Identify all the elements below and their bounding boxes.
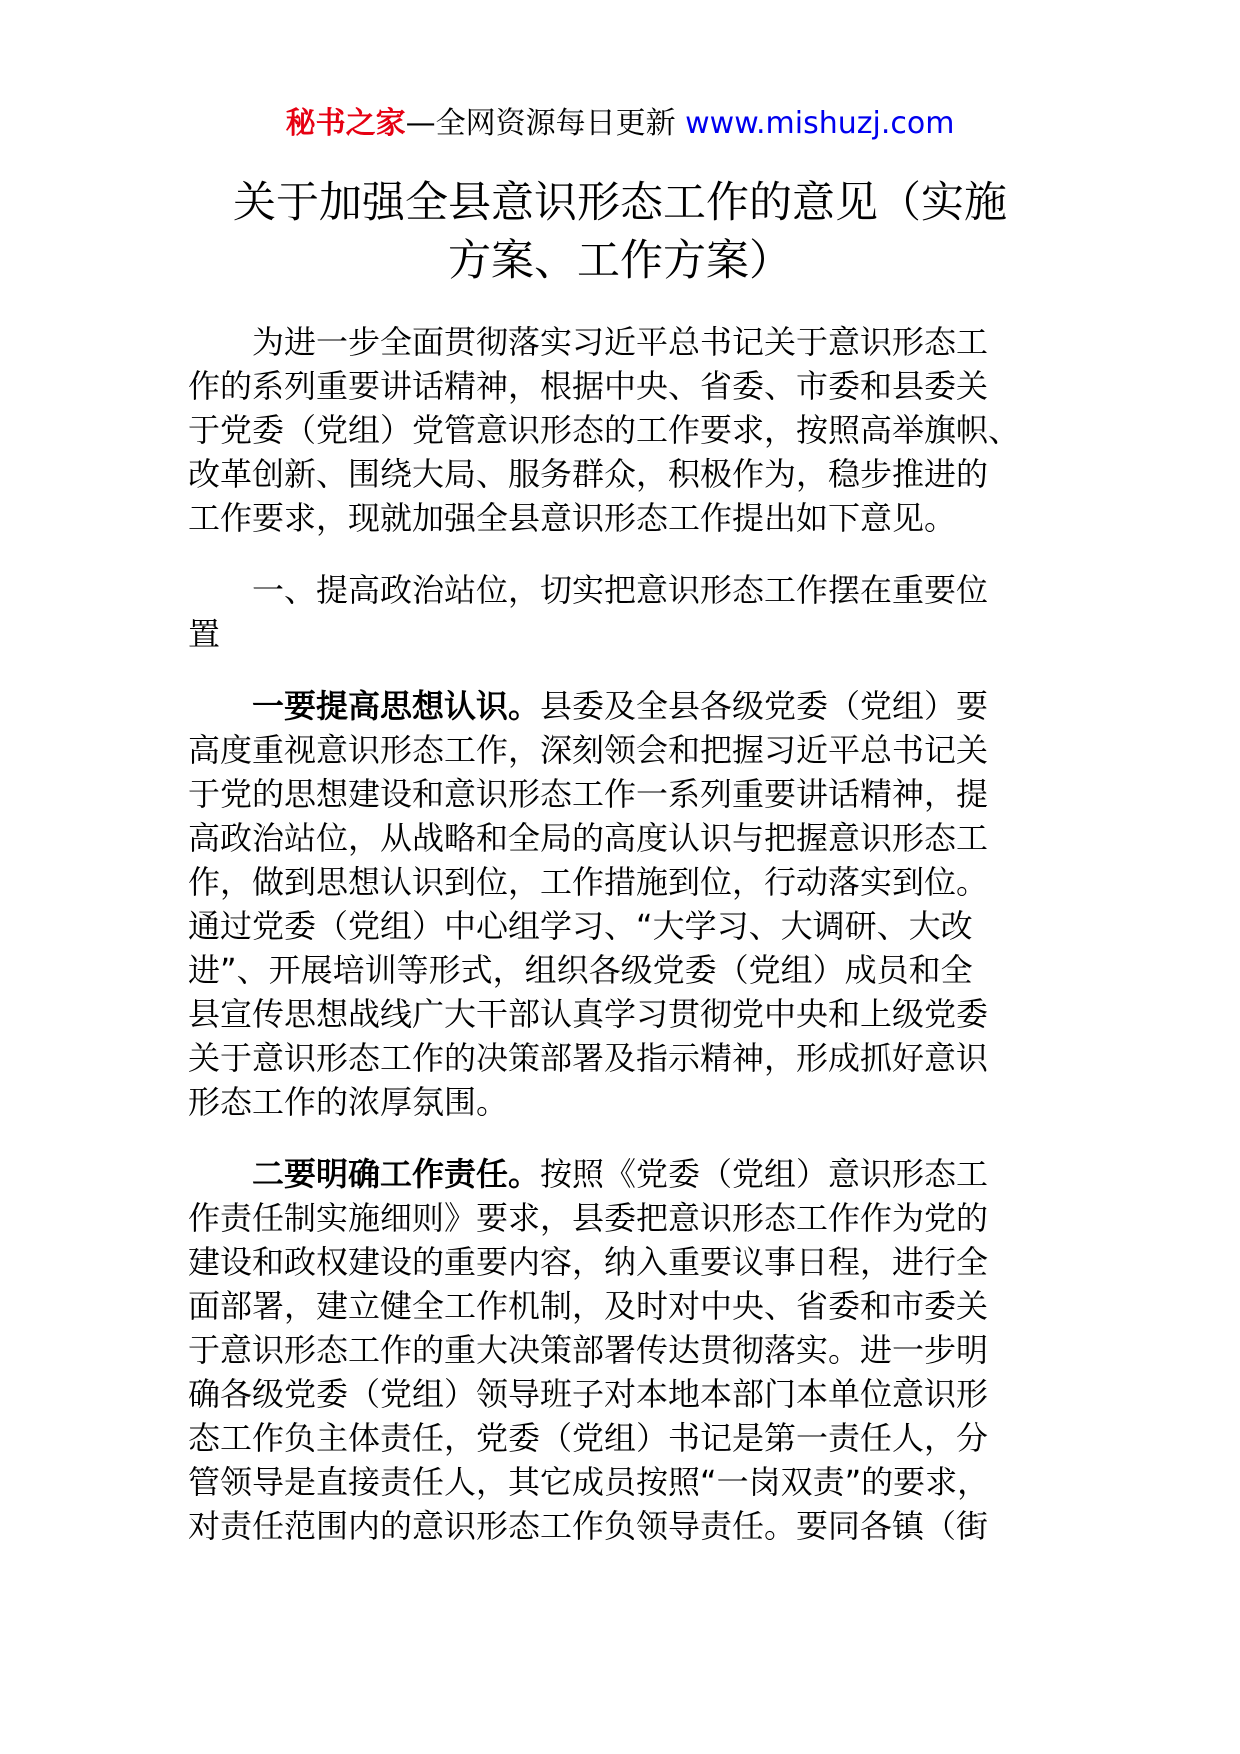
text-line: 建设和政权建设的重要内容，纳入重要议事日程，进行全 — [188, 1243, 989, 1281]
text-line: 关于意识形态工作的决策部署及指示精神，形成抓好意识 — [188, 1039, 989, 1077]
text-line: 高政治站位，从战略和全局的高度认识与把握意识形态工 — [188, 819, 989, 857]
paragraph-responsibility — [188, 1152, 1068, 1548]
text-line: 置 — [188, 615, 221, 653]
text-line: 县宣传思想战线广大干部认真学习贯彻党中央和上级党委 — [188, 995, 989, 1033]
site-url[interactable]: www.mishuzj.com — [685, 106, 955, 141]
paragraph-lead: 二要明确工作责任。 — [252, 1155, 541, 1193]
text-line: 作责任制实施细则》要求，县委把意识形态工作作为党的 — [188, 1199, 989, 1237]
text-line: 为进一步全面贯彻落实习近平总书记关于意识形态工 — [252, 323, 989, 361]
paragraph-lead: 一要提高思想认识。 — [252, 687, 541, 725]
document-body — [188, 320, 1068, 1576]
text-run: 按照《党委（党组）意识形态工 — [540, 1155, 989, 1193]
text-line: 管领导是直接责任人，其它成员按照“一岗双责”的要求， — [188, 1463, 990, 1501]
brand-name: 秘书之家 — [285, 106, 406, 141]
text-line: 形态工作的浓厚氛围。 — [188, 1083, 509, 1121]
text-line: 确各级党委（党组）领导班子对本地本部门本单位意识形 — [188, 1375, 989, 1413]
text-line: 进”、开展培训等形式，组织各级党委（党组）成员和全 — [188, 951, 973, 989]
text-run: 县委及全县各级党委（党组）要 — [540, 687, 989, 725]
title-line: 方案、工作方案） — [448, 236, 792, 286]
text-line: 一、提高政治站位，切实把意识形态工作摆在重要位 — [252, 571, 989, 609]
paragraph-thinking — [188, 684, 1068, 1124]
text-line: 于意识形态工作的重大决策部署传达贯彻落实。进一步明 — [188, 1331, 989, 1369]
text-line: 作的系列重要讲话精神，根据中央、省委、市委和县委关 — [188, 367, 989, 405]
text-line: 作，做到思想认识到位，工作措施到位，行动落实到位。 — [188, 863, 989, 901]
text-line — [188, 1152, 1068, 1196]
text-line: 于党的思想建设和意识形态工作一系列重要讲话精神，提 — [188, 775, 989, 813]
text-line: 通过党委（党组）中心组学习、“大学习、大调研、大改 — [188, 907, 973, 945]
header-slogan: —全网资源每日更新 — [405, 106, 676, 141]
text-line: 面部署，建立健全工作机制，及时对中央、省委和市委关 — [188, 1287, 989, 1325]
section-heading-1 — [188, 568, 1068, 656]
text-line: 改革创新、围绕大局、服务群众，积极作为，稳步推进的 — [188, 455, 989, 493]
paragraph-intro — [188, 320, 1068, 540]
text-line: 高度重视意识形态工作，深刻领会和把握习近平总书记关 — [188, 731, 989, 769]
document-title — [150, 174, 1090, 290]
text-line: 工作要求，现就加强全县意识形态工作提出如下意见。 — [188, 499, 957, 537]
title-line: 关于加强全县意识形态工作的意见（实施 — [233, 178, 1007, 228]
text-line — [188, 684, 1068, 728]
text-line: 于党委（党组）党管意识形态的工作要求，按照高举旗帜、 — [188, 411, 1021, 449]
site-header — [0, 102, 1240, 146]
text-line: 态工作负主体责任，党委（党组）书记是第一责任人，分 — [188, 1419, 989, 1457]
text-line: 对责任范围内的意识形态工作负领导责任。要同各镇（街 — [188, 1507, 989, 1545]
